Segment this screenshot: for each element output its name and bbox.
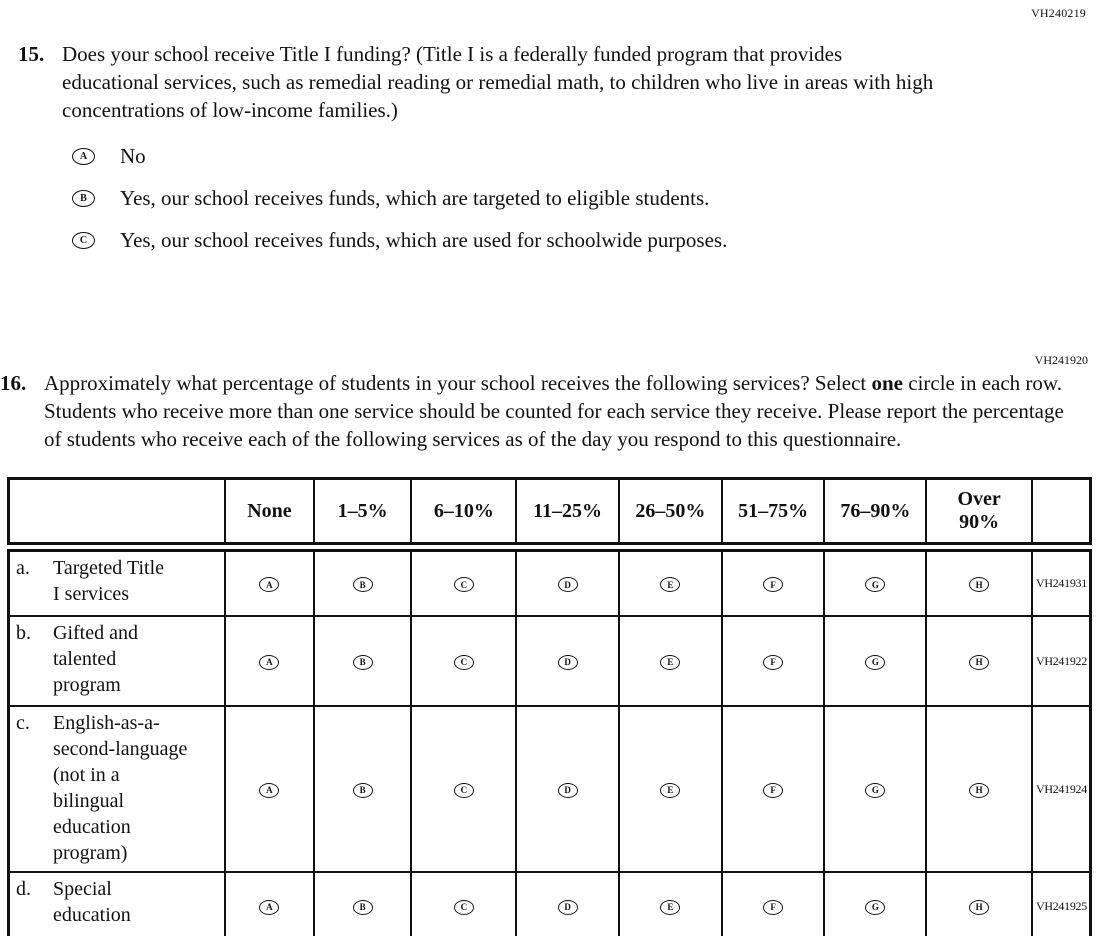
row-c-label: English-as-a- second-language (not in a bilingual education program) [53, 712, 188, 864]
header-cell-over-90: Over 90% [926, 479, 1032, 548]
row-c-label-cell [9, 706, 226, 872]
response-circle[interactable]: A [259, 783, 279, 798]
response-circle[interactable]: C [454, 900, 474, 915]
response-circle[interactable]: B [353, 655, 373, 670]
row-b-cell-1-5 [314, 616, 412, 706]
row-b-code: VH241922 [1032, 616, 1091, 706]
response-circle[interactable]: D [558, 655, 578, 670]
response-circle[interactable]: G [865, 577, 885, 592]
response-circle[interactable]: A [259, 655, 279, 670]
header-cell-76-90: 76–90% [824, 479, 926, 548]
row-a-code: VH241931 [1032, 547, 1091, 616]
row-b-cell-51-75 [722, 616, 825, 706]
row-a-cell-76-90 [824, 547, 926, 616]
response-circle[interactable]: C [454, 577, 474, 592]
page-code: VH240219 [1031, 6, 1086, 20]
question-15-text: Does your school receive Title I funding? (Title I is a federally funded program that provides educational services, such as remedial reading or remedial math, to children who live in areas with high concentrations of low-income families.) [62, 42, 934, 122]
question-16-text-part2: circle in each row. Students who receive more than one service should be counted for each service they receive. Please report the percentage of students who receive each of the following services as of the day you respond to this questionnaire. [44, 371, 1064, 451]
header-cell-code [1032, 479, 1091, 548]
response-circle[interactable]: G [865, 655, 885, 670]
header-cell-51-75: 51–75% [722, 479, 825, 548]
response-circle[interactable]: E [660, 655, 680, 670]
response-circle[interactable]: G [865, 900, 885, 915]
row-d-code: VH241925 [1032, 872, 1091, 936]
row-c-cell-51-75 [722, 706, 825, 872]
response-circle[interactable]: A [259, 900, 279, 915]
option-c-label: Yes, our school receives funds, which are used for schoolwide purposes. [120, 227, 728, 252]
row-c-code: VH241924 [1032, 706, 1091, 872]
row-b-cell-76-90 [824, 616, 926, 706]
question-15-options [72, 142, 1096, 254]
row-b-letter: b. [16, 622, 31, 644]
response-circle[interactable]: D [558, 900, 578, 915]
response-circle[interactable]: G [865, 783, 885, 798]
row-c-cell-6-10 [411, 706, 516, 872]
row-a-cell-6-10 [411, 547, 516, 616]
row-d-cell-51-75 [722, 872, 825, 936]
response-circle-b[interactable]: B [72, 190, 95, 207]
header-cell-6-10: 6–10% [411, 479, 516, 548]
option-a-label: No [120, 143, 146, 168]
row-a-label-cell [9, 547, 226, 616]
row-b-cell-6-10 [411, 616, 516, 706]
response-circle-a[interactable]: A [72, 148, 95, 165]
table-row-a [9, 547, 1091, 616]
response-circle[interactable]: H [969, 655, 989, 670]
response-circle[interactable]: D [558, 577, 578, 592]
question-16-text [44, 369, 1064, 453]
row-a-cell-11-25 [516, 547, 619, 616]
response-circle[interactable]: H [969, 900, 989, 915]
row-a-letter: a. [16, 557, 30, 579]
response-circle[interactable]: C [454, 783, 474, 798]
response-circle[interactable]: D [558, 783, 578, 798]
row-d-cell-11-25 [516, 872, 619, 936]
row-d-cell-76-90 [824, 872, 926, 936]
row-b-cell-26-50 [619, 616, 722, 706]
row-b-label: Gifted and talented program [53, 622, 138, 696]
response-circle[interactable]: F [763, 783, 783, 798]
response-circle[interactable]: A [259, 577, 279, 592]
row-a-cell-none [225, 547, 314, 616]
row-c-cell-76-90 [824, 706, 926, 872]
row-d-label: Special education [53, 878, 131, 926]
row-d-cell-over-90 [926, 872, 1032, 936]
row-a-cell-over-90 [926, 547, 1032, 616]
row-d-cell-none [225, 872, 314, 936]
response-circle[interactable]: F [763, 577, 783, 592]
row-c-cell-26-50 [619, 706, 722, 872]
question-16-text-bold: one [871, 371, 903, 395]
table-row-d [9, 872, 1091, 936]
row-d-cell-26-50 [619, 872, 722, 936]
response-circle[interactable]: H [969, 577, 989, 592]
table-row-b [9, 616, 1091, 706]
row-a-cell-26-50 [619, 547, 722, 616]
row-b-cell-none [225, 616, 314, 706]
row-c-cell-11-25 [516, 706, 619, 872]
option-row-c [72, 226, 1096, 254]
response-circle[interactable]: E [660, 577, 680, 592]
question-16-code: VH241920 [1034, 353, 1088, 367]
services-percentage-table [7, 477, 1092, 936]
row-d-cell-6-10 [411, 872, 516, 936]
response-circle[interactable]: C [454, 655, 474, 670]
row-d-label-cell [9, 872, 226, 936]
response-circle[interactable]: B [353, 783, 373, 798]
header-cell-26-50: 26–50% [619, 479, 722, 548]
row-d-letter: d. [16, 878, 31, 900]
option-row-b [72, 184, 1096, 212]
row-c-cell-over-90 [926, 706, 1032, 872]
row-c-cell-none [225, 706, 314, 872]
row-c-letter: c. [16, 712, 30, 734]
response-circle[interactable]: B [353, 900, 373, 915]
header-cell-empty [9, 479, 226, 548]
response-circle[interactable]: F [763, 655, 783, 670]
question-15-number: 15. [18, 42, 45, 66]
response-circle[interactable]: B [353, 577, 373, 592]
row-b-cell-over-90 [926, 616, 1032, 706]
header-cell-none: None [225, 479, 314, 548]
question-16-text-part1: Approximately what percentage of students in your school receives the following services? Select [44, 371, 872, 395]
row-b-label-cell [9, 616, 226, 706]
question-15 [18, 40, 1096, 124]
response-circle[interactable]: E [660, 900, 680, 915]
row-c-cell-1-5 [314, 706, 412, 872]
row-a-cell-51-75 [722, 547, 825, 616]
row-a-cell-1-5 [314, 547, 412, 616]
response-circle[interactable]: H [969, 783, 989, 798]
question-16-number: 16. [0, 371, 27, 395]
row-b-cell-11-25 [516, 616, 619, 706]
row-a-label: Targeted Title I services [53, 557, 165, 605]
header-cell-11-25: 11–25% [516, 479, 619, 548]
response-circle[interactable]: E [660, 783, 680, 798]
option-b-label: Yes, our school receives funds, which are targeted to eligible students. [120, 185, 710, 210]
table-row-c [9, 706, 1091, 872]
response-circle[interactable]: F [763, 900, 783, 915]
option-row-a [72, 142, 1096, 170]
header-cell-1-5: 1–5% [314, 479, 412, 548]
response-circle-c[interactable]: C [72, 232, 95, 249]
question-16 [0, 369, 1096, 453]
row-d-cell-1-5 [314, 872, 412, 936]
table-header-row [9, 479, 1091, 548]
